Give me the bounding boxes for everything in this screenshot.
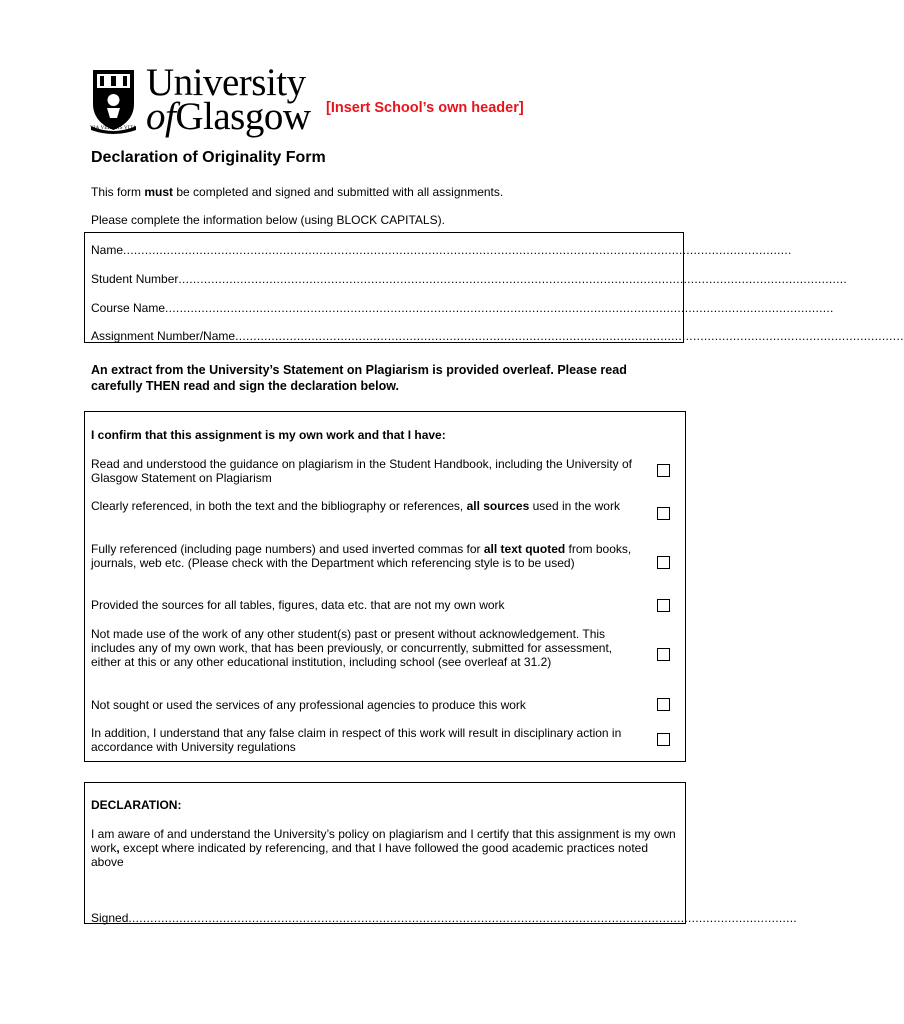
student-number-dotted-line: ........................................................................................................................................................................................	[178, 272, 848, 286]
university-line2: Glasgow	[175, 95, 311, 139]
name-dotted-line: ........................................................................................................................................................................................	[123, 243, 792, 257]
course-name-dotted-line: ........................................................................................................................................................................................	[165, 301, 834, 315]
confirm-item-3: Fully referenced (including page numbers) and used inverted commas for all text quoted from books, journals, web etc. (Please check with the Department which referencing style is to be used)	[91, 542, 632, 570]
confirm-item-6: Not sought or used the services of any professional agencies to produce this work	[91, 698, 526, 712]
confirm-checkbox-3[interactable]	[657, 556, 670, 569]
university-line1: University	[146, 61, 306, 104]
signature-dotted-line: ........................................................................................................................................................................................	[128, 911, 798, 925]
assignment-label: Assignment Number/Name	[91, 329, 236, 343]
plagiarism-extract-notice: An extract from the University’s Statement on Plagiarism is provided overleaf. Please read carefully THEN read and sign the declaration below.	[91, 363, 627, 393]
page-title: Declaration of Originality Form	[91, 149, 326, 166]
crest-motto: VIA VERITAS VITA	[90, 126, 137, 131]
university-wordmark	[146, 61, 311, 139]
confirm-checkbox-7[interactable]	[657, 733, 670, 746]
signature-field[interactable]	[91, 911, 798, 925]
confirm-item-5: Not made use of the work of any other student(s) past or present without acknowledgement. This includes any of my own work, that has been previously, or concurrently, submitted for assessment, either at this or any other educational institution, including school (see overleaf at 31.2)	[91, 627, 613, 669]
course-name-label: Course Name	[91, 301, 166, 315]
confirm-checkbox-1[interactable]	[657, 464, 670, 477]
confirm-checkbox-5[interactable]	[657, 648, 670, 661]
declaration-text: I am aware of and understand the University’s policy on plagiarism and I certify that this assignment is my own work, except where indicated by referencing, and that I have followed the good academic practices noted above	[91, 827, 676, 869]
confirmation-box	[84, 411, 686, 762]
instruction-text: Please complete the information below (using BLOCK CAPITALS).	[91, 213, 445, 227]
assignment-field[interactable]	[91, 329, 904, 343]
student-number-field[interactable]	[91, 272, 848, 286]
confirm-item-7: In addition, I understand that any false claim in respect of this work will result in disciplinary action in accordance with University regulations	[91, 726, 622, 754]
signed-label: Signed	[91, 911, 129, 925]
confirm-item-2: Clearly referenced, in both the text and the bibliography or references, all sources used in the work	[91, 499, 620, 513]
name-field[interactable]	[91, 243, 792, 257]
confirm-item-1: Read and understood the guidance on plagiarism in the Student Handbook, including the University of Glasgow Statement on Plagiarism	[91, 457, 633, 485]
name-label: Name	[91, 243, 124, 257]
confirm-checkbox-4[interactable]	[657, 599, 670, 612]
declaration-box	[84, 782, 798, 925]
school-header-placeholder: [Insert School’s own header]	[326, 100, 524, 116]
confirm-checkbox-2[interactable]	[657, 507, 670, 520]
assignment-dotted-line: ........................................................................................................................................................................................	[235, 329, 904, 343]
student-number-label: Student Number	[91, 272, 179, 286]
confirm-item-4: Provided the sources for all tables, figures, data etc. that are not my own work	[91, 598, 505, 612]
university-of: of	[146, 95, 176, 139]
university-crest-logo	[91, 68, 136, 134]
confirm-checkbox-6[interactable]	[657, 698, 670, 711]
course-name-field[interactable]	[91, 301, 834, 315]
student-info-box	[84, 232, 904, 343]
confirmation-heading: I confirm that this assignment is my own work and that I have:	[91, 428, 446, 442]
intro-text: This form must be completed and signed and submitted with all assignments.	[91, 185, 504, 199]
declaration-heading: DECLARATION:	[91, 798, 182, 812]
